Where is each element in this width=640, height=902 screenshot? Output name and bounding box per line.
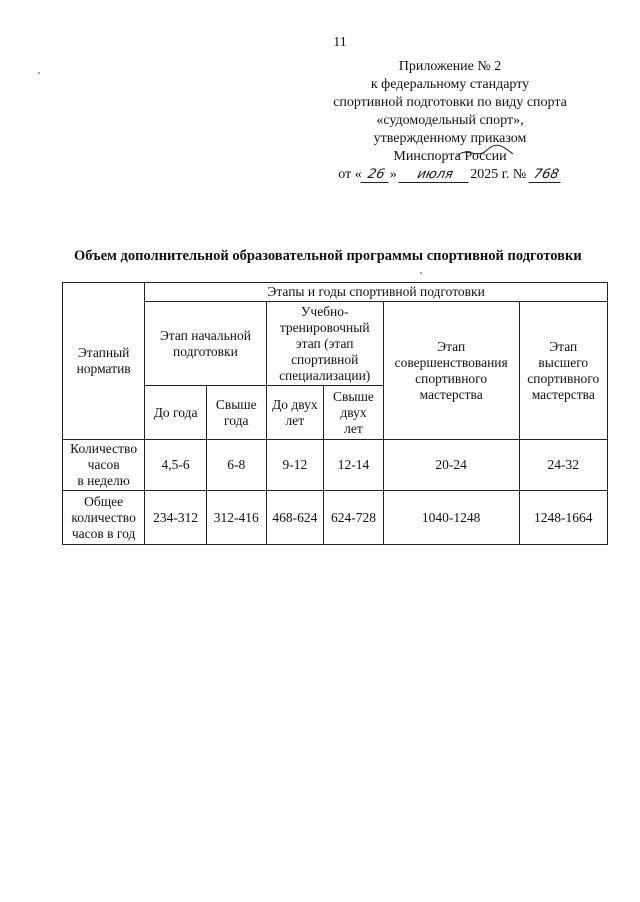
- handwritten-day: 26: [360, 168, 391, 183]
- subheader-training-upto-two: До двух лет: [266, 386, 324, 440]
- header-initial-stage: Этап начальной подготовки: [145, 302, 266, 386]
- signature-mark: [455, 142, 515, 162]
- header-stages: Этапы и годы спортивной подготовки: [145, 283, 608, 302]
- table-cell: 624-728: [324, 491, 384, 545]
- header-higher-stage: Этап высшего спортивного мастерства: [519, 302, 607, 440]
- appendix-line: «судомодельный спорт»,: [376, 113, 524, 128]
- table-cell: 312-416: [206, 491, 266, 545]
- header-training-stage: Учебно- тренировочный этап (этап спортивной специализации): [266, 302, 383, 386]
- table-cell: 20-24: [383, 440, 519, 491]
- table-cell: 9-12: [266, 440, 324, 491]
- handwritten-month: июля: [399, 168, 472, 183]
- header-perfection-stage: Этап совершенствования спортивного мастерства: [383, 302, 519, 440]
- table-cell: 1040-1248: [383, 491, 519, 545]
- handwritten-order-number: 768: [528, 168, 563, 183]
- date-prefix: от «: [338, 167, 362, 182]
- appendix-line: к федеральному стандарту: [370, 77, 530, 92]
- table-row: [63, 491, 608, 545]
- appendix-line: Приложение № 2: [398, 59, 502, 74]
- appendix-line: Минспорта России: [393, 149, 507, 164]
- date-suffix: 2025 г. №: [470, 167, 527, 182]
- row-label: Общее количество часов в год: [63, 491, 145, 545]
- page-number: 11: [333, 35, 347, 50]
- table-cell: 4,5-6: [145, 440, 207, 491]
- scan-speck: [420, 272, 422, 274]
- header-norm: Этапный норматив: [63, 283, 145, 440]
- subheader-initial-over-year: Свыше года: [206, 386, 266, 440]
- appendix-line: утвержденному приказом: [373, 131, 527, 146]
- subheader-initial-upto-year: До года: [145, 386, 207, 440]
- table-cell: 468-624: [266, 491, 324, 545]
- appendix-block: [330, 58, 570, 184]
- table-cell: 24-32: [519, 440, 607, 491]
- table-row: [63, 440, 608, 491]
- appendix-line: спортивной подготовки по виду спорта: [333, 95, 567, 110]
- program-volume-table: [62, 282, 608, 545]
- document-title: Объем дополнительной образовательной программы спортивной подготовки: [74, 248, 582, 264]
- row-label: Количество часов в неделю: [63, 440, 145, 491]
- table-cell: 234-312: [145, 491, 207, 545]
- table-cell: 6-8: [206, 440, 266, 491]
- table-cell: 1248-1664: [519, 491, 607, 545]
- order-date-line: [330, 166, 570, 184]
- table-cell: 12-14: [324, 440, 384, 491]
- scan-speck: [38, 72, 40, 74]
- subheader-training-over-two: Свыше двух лет: [324, 386, 384, 440]
- date-mid: »: [389, 167, 397, 182]
